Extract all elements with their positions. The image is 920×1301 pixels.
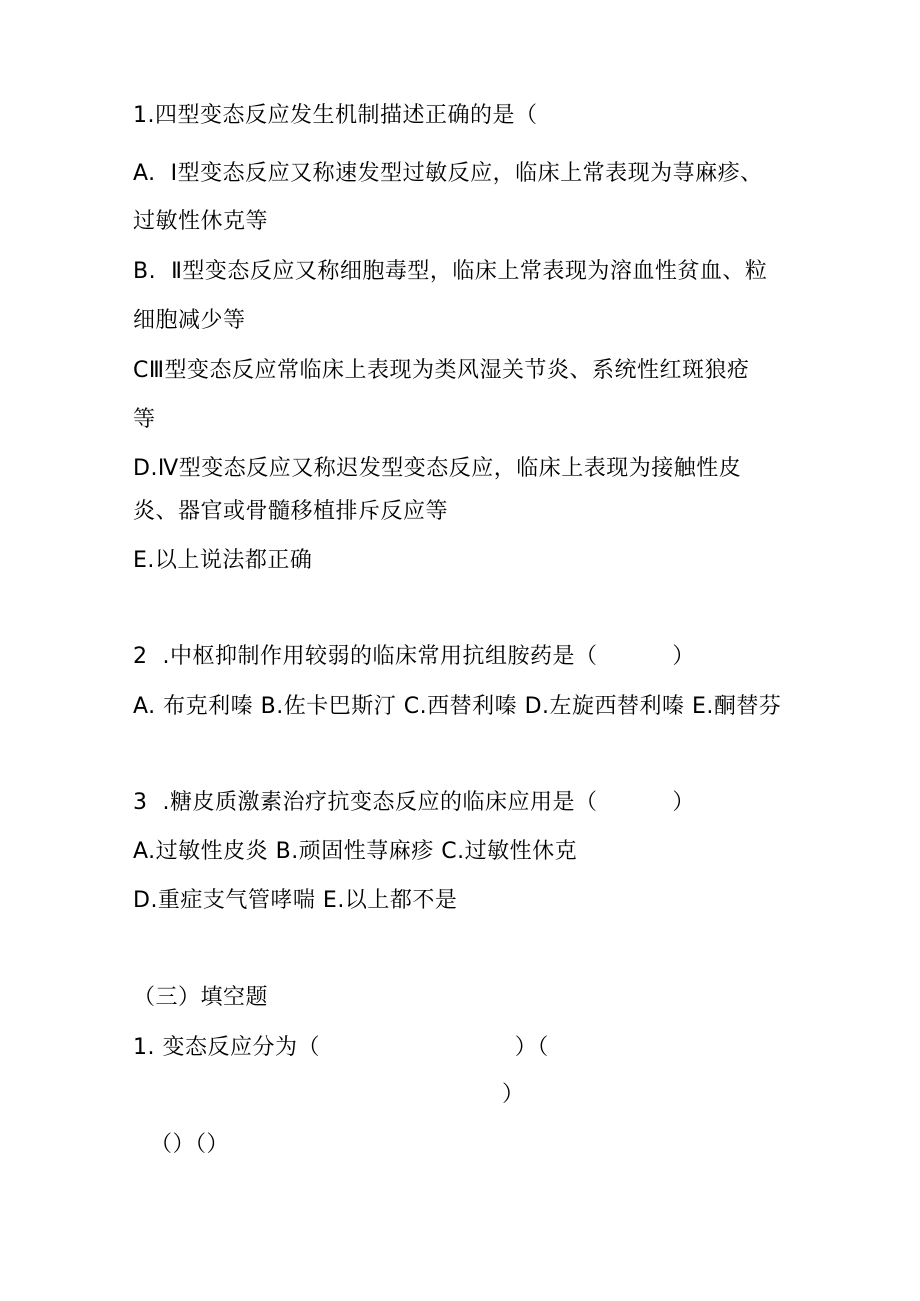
question-1-option-a-line-1: A. Ⅰ型变态反应又称速发型过敏反应，临床上常表现为荨麻疹、 [133, 161, 763, 186]
question-2-stem: 2 .中枢抑制作用较弱的临床常用抗组胺药是（ ） [133, 644, 695, 669]
question-1-option-d-line-2: 炎、器官或骨髓移植排斥反应等 [133, 499, 449, 524]
question-1-option-b-line-2: 细胞减少等 [133, 308, 246, 333]
question-1-option-b-line-1: B. Ⅱ型变态反应又称细胞毒型，临床上常表现为溶血性贫血、粒 [133, 259, 768, 284]
fill-question-1-line-3: （）（） [150, 1132, 230, 1157]
question-1-option-c-line-1: CⅢ型变态反应常临床上表现为类风湿关节炎、系统性红斑狼疮 [133, 358, 750, 383]
question-3-options-line-1: A.过敏性皮炎 B.顽固性荨麻疹 C.过敏性休克 [133, 839, 578, 864]
question-2-options: A. 布克利嗪 B.佐卡巴斯汀 C.西替利嗪 D.左旋西替利嗪 E.酮替芬 [133, 694, 782, 719]
question-3-stem: 3 .糖皮质激素治疗抗变态反应的临床应用是（ ） [133, 790, 695, 815]
question-1-option-e: E.以上说法都正确 [133, 548, 313, 573]
question-1-stem: 1.四型变态反应发生机制描述正确的是（ [133, 103, 538, 128]
question-3-options-line-2: D.重症支气管哮喘 E.以上都不是 [133, 888, 458, 913]
question-1-option-d-line-1: D.Ⅳ型变态反应又称迟发型变态反应，临床上表现为接触性皮 [133, 456, 742, 481]
fill-question-1-line-2: ） [502, 1082, 525, 1107]
section-heading: （三）填空题 [133, 985, 269, 1010]
question-1-option-c-line-2: 等 [133, 407, 156, 432]
fill-question-1-line-1: 1. 变态反应分为（ ）（ [133, 1035, 549, 1060]
question-1-option-a-line-2: 过敏性休克等 [133, 209, 269, 234]
